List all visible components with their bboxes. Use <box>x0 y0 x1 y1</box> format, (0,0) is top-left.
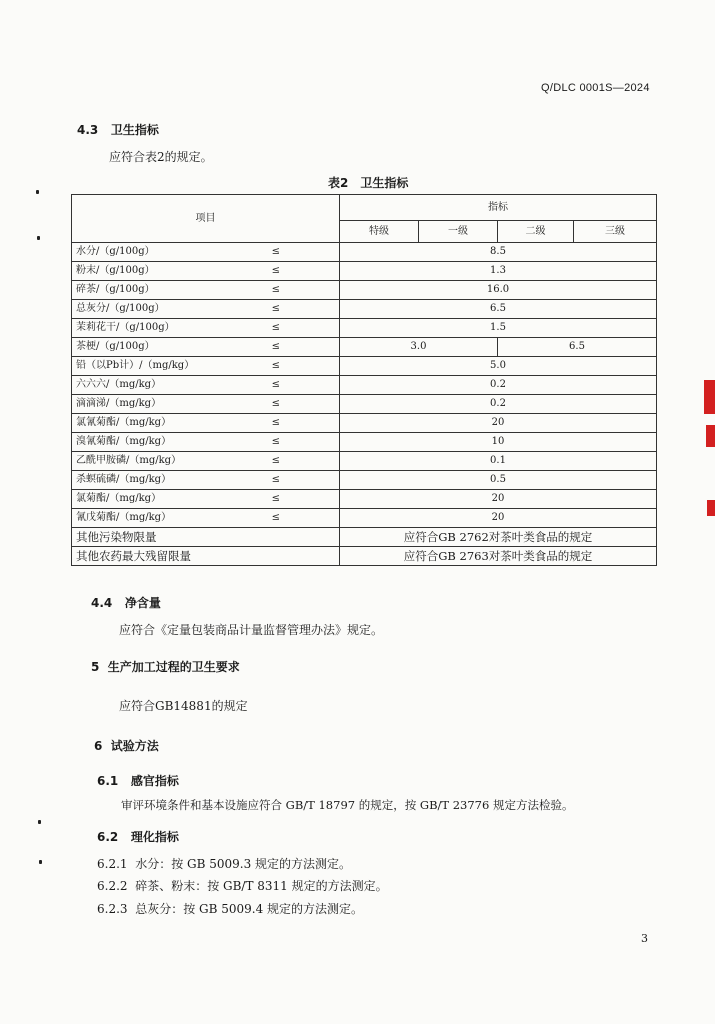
table-row <box>72 319 657 338</box>
grade-first: 一级 <box>419 221 498 243</box>
hygiene-indicator-table <box>71 194 657 566</box>
item-operator: ≤ <box>271 474 280 485</box>
section-5-text: 应符合GB14881的规定 <box>119 699 248 713</box>
item-operator: ≤ <box>271 265 280 276</box>
value-cell-second-third: 6.5 <box>498 338 657 357</box>
section-6-2-heading <box>97 828 179 845</box>
item-cell <box>72 414 340 433</box>
item-cell <box>72 433 340 452</box>
section-4-4-heading <box>91 594 161 611</box>
item-operator: ≤ <box>271 341 280 352</box>
item-name: 碎茶/（g/100g） <box>76 284 155 295</box>
section-5-heading <box>91 658 240 675</box>
value-cell: 20 <box>340 509 657 528</box>
item-cell <box>72 281 340 300</box>
item-operator: ≤ <box>271 436 280 447</box>
item-wrap <box>76 243 335 261</box>
value-cell: 应符合GB 2763对茶叶类食品的规定 <box>340 547 657 566</box>
value-cell: 0.2 <box>340 376 657 395</box>
seal-edge-mark <box>706 425 715 447</box>
item-cell <box>72 319 340 338</box>
item-wrap <box>76 433 335 451</box>
table-row <box>72 262 657 281</box>
item-operator: ≤ <box>271 360 280 371</box>
table-row <box>72 414 657 433</box>
value-cell: 8.5 <box>340 243 657 262</box>
section-6-heading <box>94 737 159 754</box>
scan-dot <box>38 820 41 824</box>
section-title: 净含量 <box>124 596 161 610</box>
table-row <box>72 490 657 509</box>
item-wrap <box>76 509 335 527</box>
item-cell: 其他污染物限量 <box>72 528 340 547</box>
scan-dot <box>37 236 40 240</box>
value-cell: 1.5 <box>340 319 657 338</box>
table-row <box>72 243 657 262</box>
table-row <box>72 509 657 528</box>
table-row <box>72 281 657 300</box>
item-operator: ≤ <box>271 379 280 390</box>
item-name: 滴滴涕/（mg/kg） <box>76 398 162 409</box>
item-wrap <box>76 414 335 432</box>
value-cell: 应符合GB 2762对茶叶类食品的规定 <box>340 528 657 547</box>
seal-edge-mark <box>704 380 715 414</box>
table-row <box>72 471 657 490</box>
scan-dot <box>39 860 42 864</box>
table-row <box>72 338 657 357</box>
item-cell: 其他农药最大残留限量 <box>72 547 340 566</box>
value-cell: 5.0 <box>340 357 657 376</box>
item-wrap <box>76 357 335 375</box>
section-title: 感官指标 <box>130 774 179 788</box>
item-name: 水分/（g/100g） <box>76 246 155 257</box>
item-operator: ≤ <box>271 284 280 295</box>
section-6-1-heading <box>97 772 179 789</box>
table-header-row-1 <box>72 195 657 221</box>
section-number: 4.3 <box>77 123 99 137</box>
section-4-3-heading <box>77 121 159 138</box>
clause-text: 碎茶、粉末：按 GB/T 8311 规定的方法测定。 <box>135 879 388 893</box>
item-cell <box>72 300 340 319</box>
section-title: 理化指标 <box>130 830 179 844</box>
item-operator: ≤ <box>271 246 280 257</box>
value-cell: 1.3 <box>340 262 657 281</box>
item-name: 杀螟硫磷/（mg/kg） <box>76 474 172 485</box>
section-number: 4.4 <box>91 596 113 610</box>
item-wrap <box>76 376 335 394</box>
page-number: 3 <box>641 932 648 945</box>
item-cell <box>72 509 340 528</box>
section-number: 6.1 <box>97 774 119 788</box>
value-cell: 20 <box>340 414 657 433</box>
item-name: 氯氰菊酯/（mg/kg） <box>76 417 172 428</box>
section-number: 6.2 <box>97 830 119 844</box>
value-cell: 20 <box>340 490 657 509</box>
item-wrap <box>76 471 335 489</box>
grade-third: 三级 <box>574 221 657 243</box>
clause-number: 6.2.2 <box>97 879 128 893</box>
grade-second: 二级 <box>498 221 574 243</box>
section-title: 生产加工过程的卫生要求 <box>107 660 240 674</box>
item-wrap <box>76 281 335 299</box>
section-4-3-text: 应符合表2的规定。 <box>109 150 213 164</box>
item-operator: ≤ <box>271 417 280 428</box>
section-number: 5 <box>91 660 100 674</box>
clause-number: 6.2.1 <box>97 857 128 871</box>
item-cell <box>72 262 340 281</box>
seal-edge-mark <box>707 500 715 516</box>
item-operator: ≤ <box>271 303 280 314</box>
item-cell <box>72 490 340 509</box>
table-row <box>72 452 657 471</box>
header-index: 指标 <box>340 195 657 221</box>
value-cell: 10 <box>340 433 657 452</box>
item-wrap <box>76 452 335 470</box>
table-row <box>72 528 657 547</box>
item-wrap <box>76 395 335 413</box>
header-item: 项目 <box>72 195 340 243</box>
item-cell <box>72 338 340 357</box>
item-wrap <box>76 262 335 280</box>
item-name: 六六六/（mg/kg） <box>76 379 162 390</box>
table-row <box>72 357 657 376</box>
section-number: 6 <box>94 739 103 753</box>
item-wrap <box>76 490 335 508</box>
table-row <box>72 300 657 319</box>
item-cell <box>72 357 340 376</box>
clause-text: 总灰分：按 GB 5009.4 规定的方法测定。 <box>135 902 364 916</box>
item-operator: ≤ <box>271 398 280 409</box>
section-6-2-2 <box>97 877 388 894</box>
table-row <box>72 547 657 566</box>
grade-special: 特级 <box>340 221 419 243</box>
table-row <box>72 376 657 395</box>
section-4-4-text: 应符合《定量包装商品计量监督管理办法》规定。 <box>119 623 384 637</box>
table-caption: 表2 卫生指标 <box>328 176 409 190</box>
item-operator: ≤ <box>271 322 280 333</box>
item-wrap <box>76 338 335 356</box>
item-name: 总灰分/（g/100g） <box>76 303 165 314</box>
value-cell: 0.2 <box>340 395 657 414</box>
section-6-2-3 <box>97 900 363 917</box>
section-title: 卫生指标 <box>110 123 159 137</box>
section-title: 试验方法 <box>110 739 159 753</box>
item-wrap <box>76 300 335 318</box>
table-row <box>72 433 657 452</box>
item-operator: ≤ <box>271 512 280 523</box>
value-cell: 0.1 <box>340 452 657 471</box>
table-row <box>72 395 657 414</box>
clause-text: 水分：按 GB 5009.3 规定的方法测定。 <box>135 857 352 871</box>
item-name: 溴氰菊酯/（mg/kg） <box>76 436 172 447</box>
value-cell: 16.0 <box>340 281 657 300</box>
scan-dot <box>36 190 39 194</box>
item-operator: ≤ <box>271 493 280 504</box>
item-name: 乙酰甲胺磷/（mg/kg） <box>76 455 182 466</box>
item-cell <box>72 452 340 471</box>
item-cell <box>72 395 340 414</box>
standard-code: Q/DLC 0001S—2024 <box>541 82 650 94</box>
item-name: 粉末/（g/100g） <box>76 265 155 276</box>
value-cell: 6.5 <box>340 300 657 319</box>
clause-number: 6.2.3 <box>97 902 128 916</box>
item-name: 氰戊菊酯/（mg/kg） <box>76 512 172 523</box>
value-cell: 0.5 <box>340 471 657 490</box>
item-wrap <box>76 319 335 337</box>
item-name: 茉莉花干/（g/100g） <box>76 322 175 333</box>
value-cell-special-first: 3.0 <box>340 338 498 357</box>
section-6-1-text: 审评环境条件和基本设施应符合 GB/T 18797 的规定，按 GB/T 23776 规定方法检验。 <box>121 798 574 812</box>
item-name: 茶梗/（g/100g） <box>76 341 155 352</box>
section-6-2-1 <box>97 855 351 872</box>
item-cell <box>72 471 340 490</box>
item-name: 氯菊酯/（mg/kg） <box>76 493 162 504</box>
item-name: 铅（以Pb计）/（mg/kg） <box>76 360 195 371</box>
item-cell <box>72 376 340 395</box>
item-operator: ≤ <box>271 455 280 466</box>
item-cell <box>72 243 340 262</box>
